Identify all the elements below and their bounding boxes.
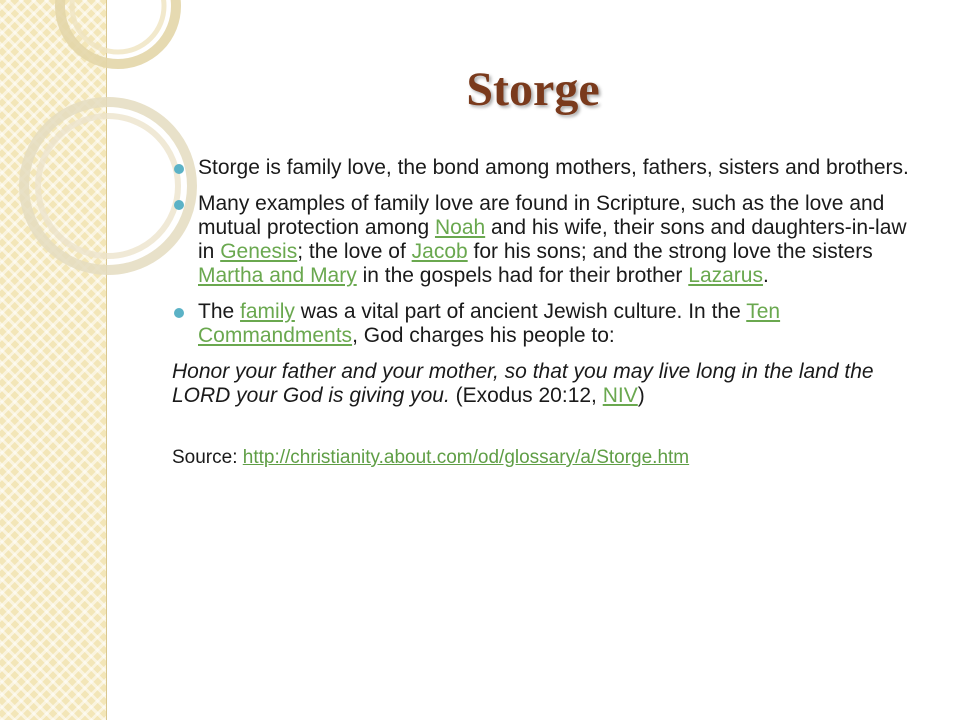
quote-text: Honor your father and your mother, so that you may live long in the land the LORD your God is giving you. <box>172 360 874 407</box>
link-noah[interactable]: Noah <box>434 216 486 239</box>
link-lazarus[interactable]: Lazarus <box>688 264 763 287</box>
bullet-text: Storge is family love, the bond among mothers, fathers, sisters and brothers. <box>198 156 909 179</box>
link-niv[interactable]: NIV <box>602 384 638 407</box>
quote-reference: (Exodus 20:12, <box>449 384 603 407</box>
bullet-text: . <box>762 264 769 287</box>
link-family[interactable]: family <box>240 300 295 323</box>
source-label: Source: <box>172 447 243 468</box>
scripture-quote <box>172 360 912 408</box>
slide-body <box>172 156 912 470</box>
bullet-text: for his sons; and the strong love the sisters <box>467 240 873 263</box>
source-link[interactable]: http://christianity.about.com/od/glossary/a/Storge.htm <box>242 447 690 468</box>
link-jacob[interactable]: Jacob <box>411 240 468 263</box>
list-item <box>172 156 912 180</box>
bullet-dot-icon <box>174 164 184 174</box>
link-genesis[interactable]: Genesis <box>220 240 298 263</box>
slide-title: Storge <box>466 63 600 116</box>
bullet-dot-icon <box>174 308 184 318</box>
link-martha-and-mary[interactable]: Martha and Mary <box>198 264 357 287</box>
list-item <box>172 192 912 288</box>
bullet-text: in the gospels had for their brother <box>356 264 689 287</box>
list-item <box>172 300 912 348</box>
bullet-dot-icon <box>174 200 184 210</box>
bullet-text: ; the love of <box>297 240 412 263</box>
bullet-text: The <box>198 300 241 323</box>
bullet-text: and his wife, their sons and daughters-in-law in <box>198 216 907 263</box>
link-ten-commandments[interactable]: Ten Commandments <box>198 300 781 347</box>
quote-reference-close: ) <box>637 384 645 407</box>
source-citation <box>172 446 912 470</box>
bullet-text: , God charges his people to: <box>352 324 615 347</box>
bullet-text: was a vital part of ancient Jewish culture. In the <box>294 300 747 323</box>
bullet-text: Many examples of family love are found in Scripture, such as the love and mutual protection among <box>198 192 885 239</box>
bullet-list <box>172 156 912 348</box>
